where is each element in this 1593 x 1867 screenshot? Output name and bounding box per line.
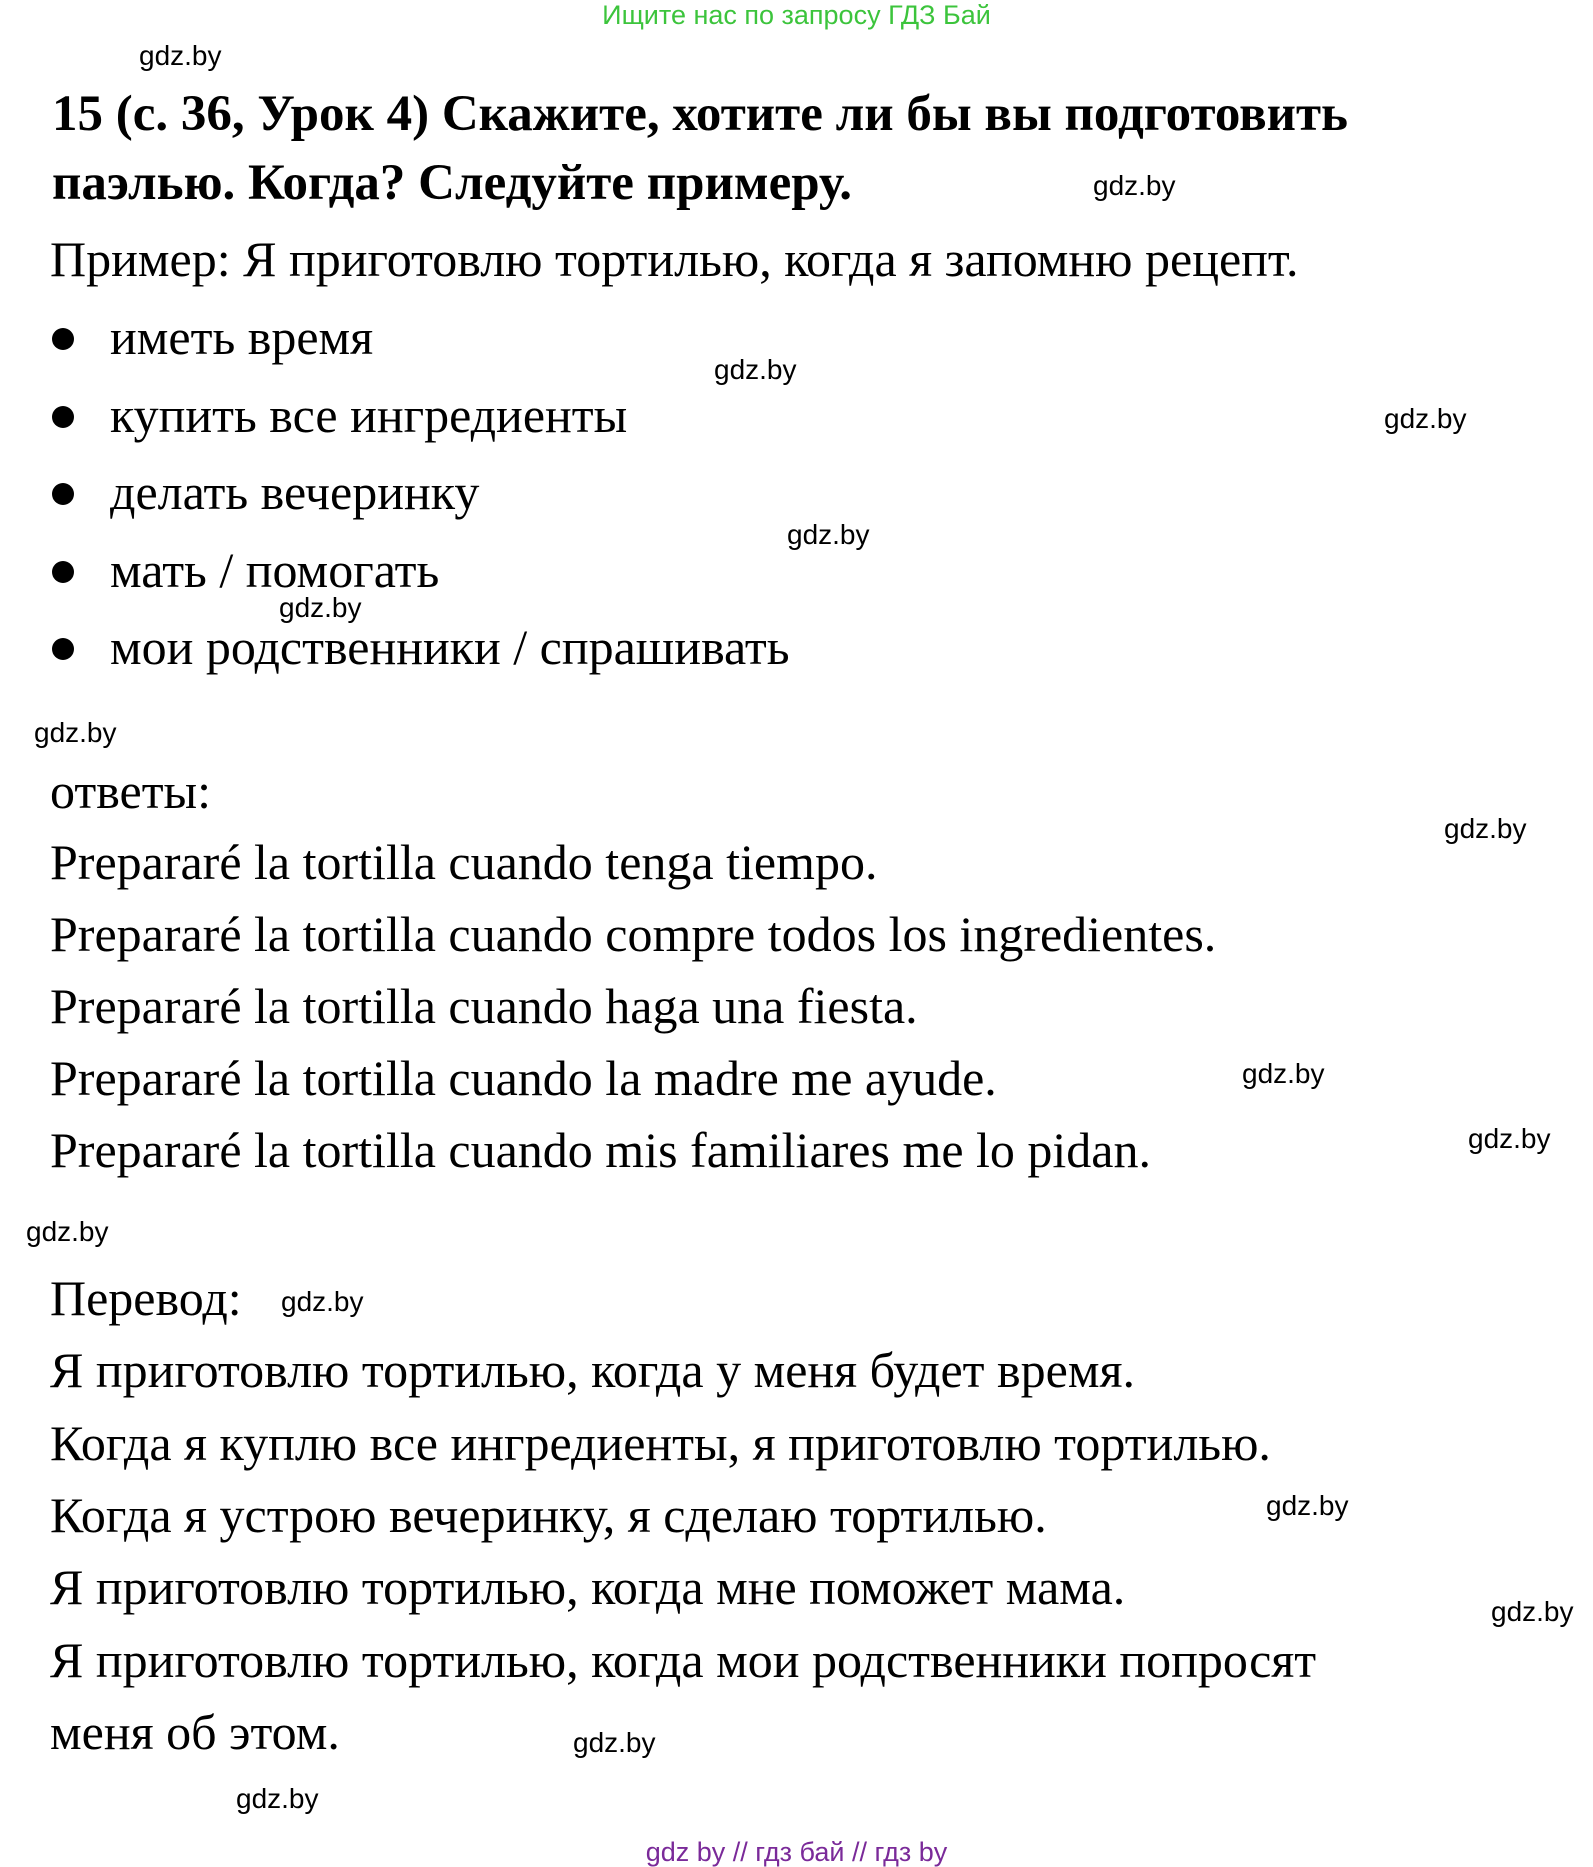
bullet-icon	[52, 561, 74, 583]
translation-line: Я приготовлю тортилью, когда мне поможет мама.	[50, 1559, 1126, 1615]
watermark: gdz.by	[236, 1783, 319, 1814]
list-item	[52, 462, 479, 522]
watermark: gdz.by	[279, 592, 362, 623]
watermark: gdz.by	[1444, 813, 1527, 844]
list-item	[52, 617, 790, 677]
answer-line: Prepararé la tortilla cuando tenga tiempo.	[50, 834, 878, 890]
bullet-icon	[52, 483, 74, 505]
translation-line: Когда я устрою вечеринку, я сделаю тортилью.	[50, 1487, 1047, 1543]
list-item-label: мать / помогать	[110, 542, 440, 598]
bullet-icon	[52, 638, 74, 660]
watermark: gdz.by	[139, 40, 222, 71]
watermark: gdz.by	[26, 1216, 109, 1247]
task-example: Пример: Я приготовлю тортилью, когда я запомню рецепт.	[50, 231, 1299, 287]
answer-line: Prepararé la tortilla cuando compre todos los ingredientes.	[50, 906, 1217, 962]
bullet-icon	[52, 328, 74, 350]
answers-label: ответы:	[50, 763, 212, 819]
watermark: gdz.by	[1468, 1123, 1551, 1154]
list-item	[52, 307, 373, 367]
list-item-label: мои родственники / спрашивать	[110, 619, 790, 675]
top-banner	[0, 0, 1593, 30]
task-title-line-2: паэлью. Когда? Следуйте примеру.	[52, 155, 853, 211]
list-item	[52, 385, 627, 445]
translation-line: Я приготовлю тортилью, когда у меня будет время.	[50, 1342, 1135, 1398]
top-banner-text: Ищите нас по запросу ГДЗ Бай	[602, 0, 991, 30]
list-item-label: делать вечеринку	[110, 464, 480, 520]
translation-label: Перевод:	[50, 1270, 242, 1326]
footer-text: gdz by // гдз бай // гдз by	[645, 1837, 948, 1867]
answer-line: Prepararé la tortilla cuando la madre me ayude.	[50, 1050, 997, 1106]
watermark: gdz.by	[1242, 1058, 1325, 1089]
translation-line: Я приготовлю тортилью, когда мои родственники попросят	[50, 1632, 1317, 1688]
answer-line: Prepararé la tortilla cuando haga una fiesta.	[50, 978, 918, 1034]
watermark: gdz.by	[1266, 1490, 1349, 1521]
footer	[0, 1837, 1593, 1867]
list-item-label: иметь время	[110, 309, 374, 365]
watermark: gdz.by	[34, 717, 117, 748]
watermark: gdz.by	[714, 354, 797, 385]
watermark: gdz.by	[1491, 1596, 1574, 1627]
translation-line: меня об этом.	[50, 1704, 340, 1760]
answer-line: Prepararé la tortilla cuando mis familiares me lo pidan.	[50, 1122, 1152, 1178]
list-item-label: купить все ингредиенты	[110, 387, 628, 443]
list-item	[52, 540, 439, 600]
watermark: gdz.by	[1384, 403, 1467, 434]
watermark: gdz.by	[573, 1727, 656, 1758]
bullet-icon	[52, 406, 74, 428]
watermark: gdz.by	[281, 1286, 364, 1317]
watermark: gdz.by	[1093, 170, 1176, 201]
watermark: gdz.by	[787, 519, 870, 550]
translation-line: Когда я куплю все ингредиенты, я приготовлю тортилью.	[50, 1415, 1271, 1471]
task-title-line-1: 15 (с. 36, Урок 4) Скажите, хотите ли бы вы подготовить	[52, 86, 1349, 142]
